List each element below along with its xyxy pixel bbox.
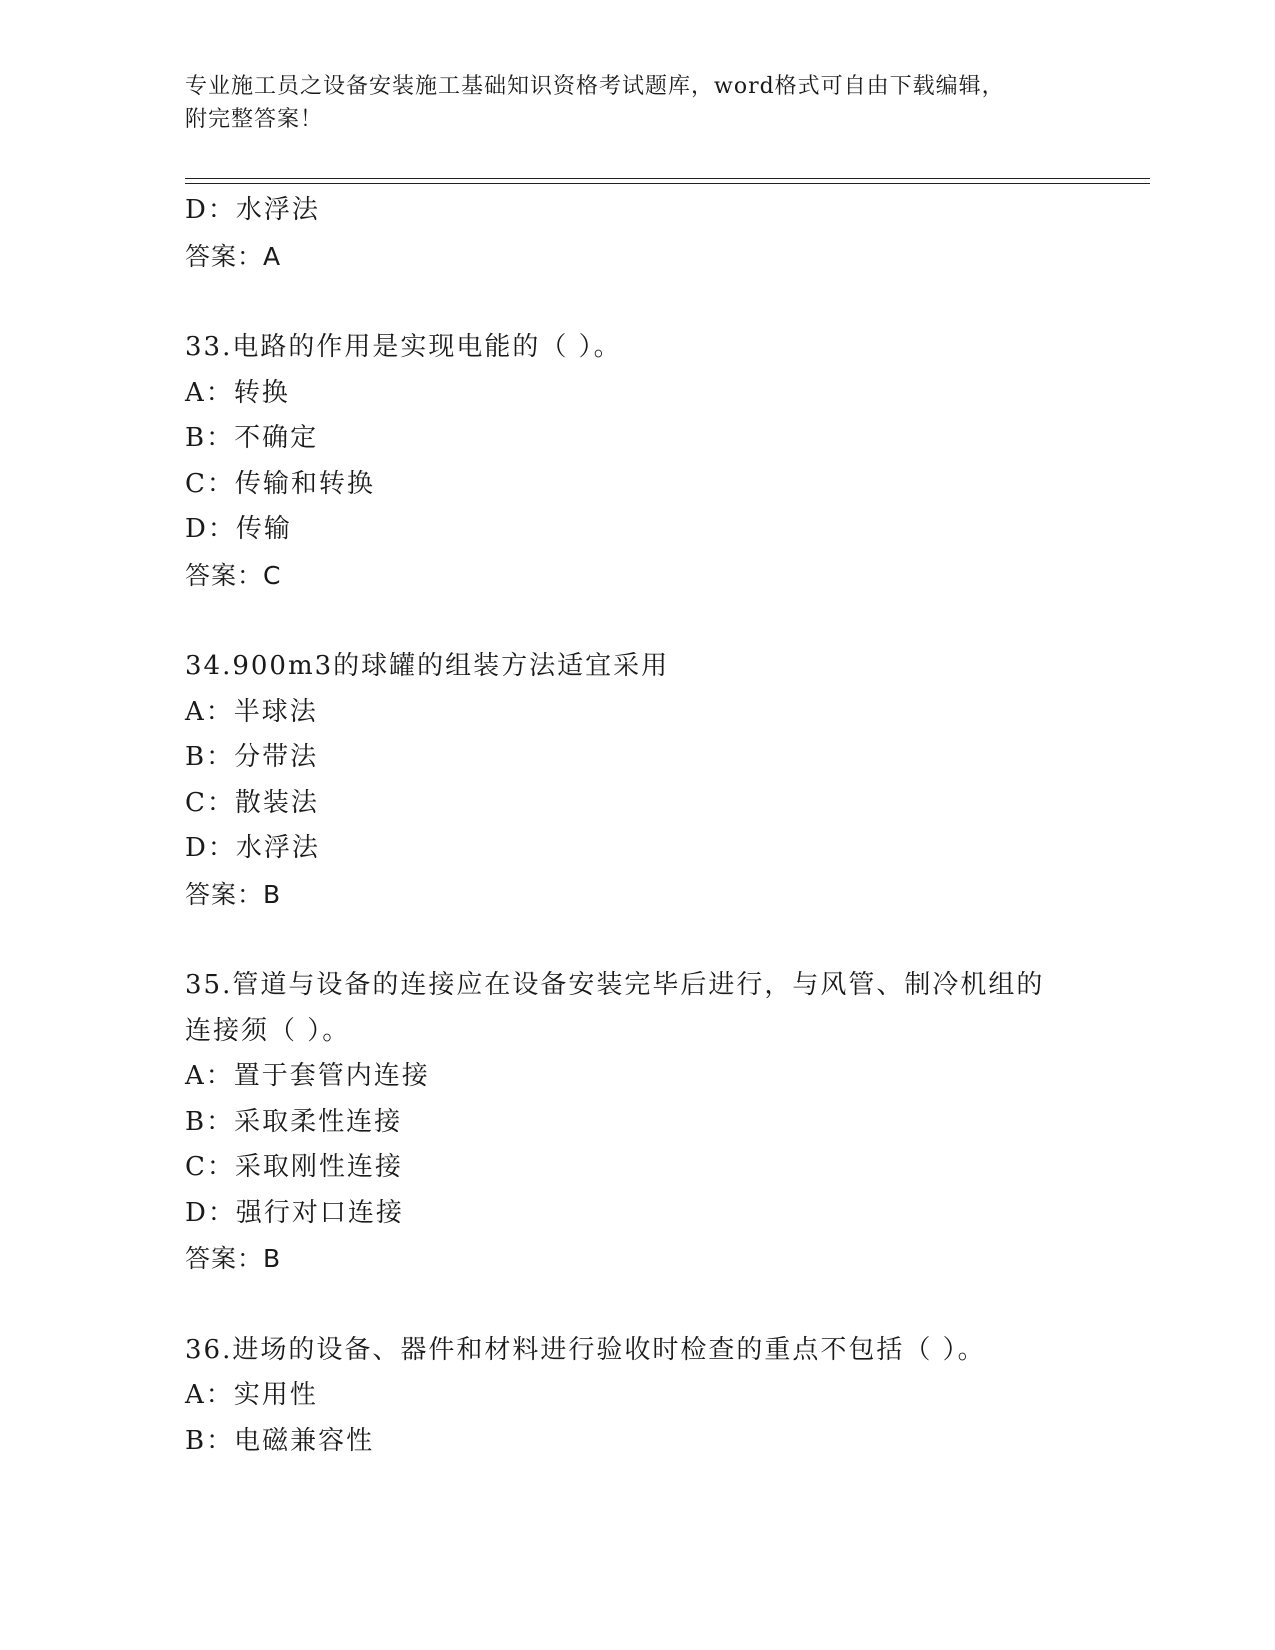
option-b: B：采取柔性连接 — [185, 1106, 403, 1137]
option-d: D：水浮法 — [185, 195, 320, 225]
answer-line: 答案：A — [185, 241, 282, 271]
option-d: D：强行对口连接 — [185, 1197, 404, 1228]
question-stem: 33.电路的作用是实现电能的（ ）。 — [185, 332, 622, 362]
question-34 — [185, 644, 1125, 917]
option-a: A：转换 — [185, 377, 290, 408]
question-list — [185, 188, 1125, 1464]
question-stem-line-1: 35.管道与设备的连接应在设备安装完毕后进行，与风管、制冷机组的 — [185, 970, 1045, 1000]
option-b: B：电磁兼容性 — [185, 1425, 375, 1456]
option-a: A：实用性 — [185, 1380, 318, 1410]
header-divider-bottom — [185, 183, 1150, 184]
option-d: D：水浮法 — [185, 833, 320, 863]
option-c: C：散装法 — [185, 787, 319, 818]
question-stem: 36.进场的设备、器件和材料进行验收时检查的重点不包括（ ）。 — [185, 1334, 986, 1365]
answer-line: 答案：B — [185, 879, 282, 909]
option-b: B：分带法 — [185, 742, 319, 772]
question-33 — [185, 325, 1125, 598]
header-divider-top — [185, 178, 1150, 179]
header-line-2: 附完整答案！ — [185, 107, 324, 132]
question-stem-line-2: 连接须（ ）。 — [185, 1015, 351, 1046]
question-36 — [185, 1328, 1125, 1465]
option-d: D：传输 — [185, 514, 292, 544]
answer-line: 答案：C — [185, 560, 282, 590]
option-a: A：半球法 — [185, 696, 318, 727]
option-c: C：采取刚性连接 — [185, 1152, 403, 1182]
spacer — [185, 598, 1125, 644]
option-c: C：传输和转换 — [185, 468, 375, 499]
header-line-1: 专业施工员之设备安装施工基础知识资格考试题库，word格式可自由下载编辑， — [185, 74, 1005, 99]
question-stem: 34.900m3的球罐的组装方法适宜采用 — [185, 651, 670, 681]
question-35 — [185, 963, 1125, 1282]
option-a: A：置于套管内连接 — [185, 1061, 430, 1091]
spacer — [185, 917, 1125, 963]
spacer — [185, 279, 1125, 325]
spacer — [185, 1282, 1125, 1328]
option-b: B：不确定 — [185, 423, 319, 453]
answer-line: 答案：B — [185, 1244, 282, 1273]
document-header — [185, 70, 1085, 136]
